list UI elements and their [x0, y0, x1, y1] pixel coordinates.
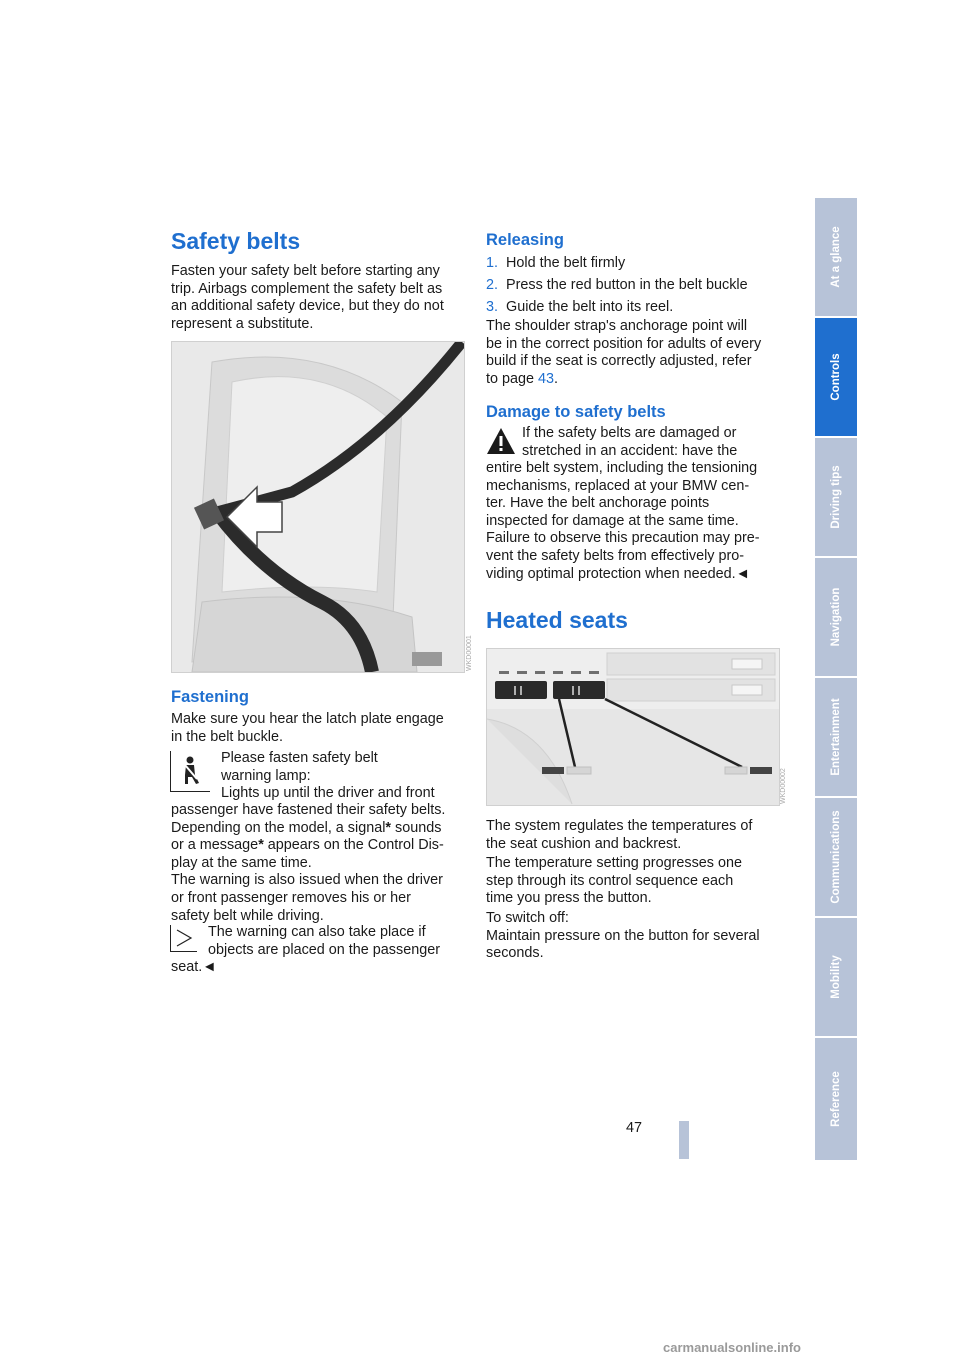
- fastening-line: in the belt buckle.: [171, 728, 283, 745]
- damage-line: entire belt system, including the tensioning: [486, 460, 758, 476]
- tab-navigation[interactable]: [815, 558, 857, 676]
- shoulder-line: The shoulder strap's anchorage point will: [486, 318, 748, 334]
- heading-fastening: Fastening: [171, 688, 249, 706]
- seatbelt-warning-lamp-icon: [170, 751, 210, 792]
- tab-driving-tips[interactable]: [815, 438, 857, 556]
- step-text: Press the red button in the belt buckle: [506, 277, 748, 293]
- text-fragment: or a message: [171, 837, 259, 854]
- lamp-line: Please fasten safety belt: [221, 750, 378, 766]
- seat-illustration-icon: [172, 342, 464, 672]
- heated-paragraph-3: [486, 910, 760, 963]
- text-fragment: seat.: [171, 959, 203, 975]
- list-item: [486, 274, 748, 296]
- warning-triangle-icon: [486, 426, 516, 456]
- lamp-line: play at the same time.: [171, 854, 312, 871]
- text-fragment: sounds: [391, 819, 442, 836]
- text-fragment: .: [554, 370, 559, 387]
- shoulder-line: be in the correct position for adults of every: [486, 335, 762, 352]
- note-paragraph: [208, 924, 440, 959]
- lamp-continuation: [171, 802, 445, 925]
- note-icon: [170, 925, 197, 952]
- lamp-line: Lights up until the driver and front: [221, 785, 435, 802]
- option-star: *: [385, 819, 392, 836]
- end-mark: ◄: [735, 565, 750, 582]
- step-number: 3.: [486, 299, 499, 315]
- section-title-heated-seats: Heated seats: [486, 607, 628, 633]
- note-end-line: [171, 959, 216, 977]
- list-item: [486, 296, 748, 318]
- damage-line: Failure to observe this precaution may pre-: [486, 530, 760, 547]
- end-mark: ◄: [202, 959, 217, 975]
- seatbelt-person-icon: [171, 751, 210, 791]
- intro-line: represent a substitute.: [171, 315, 314, 332]
- damage-line: vent the safety belts from effectively pro-: [486, 547, 745, 564]
- lamp-line: [171, 820, 445, 838]
- lamp-line: safety belt while driving.: [171, 907, 324, 924]
- text-fragment: appears on the Control Dis-: [263, 837, 444, 854]
- text-fragment: to page: [486, 370, 539, 387]
- section-title-safety-belts: Safety belts: [171, 228, 301, 254]
- list-item: [486, 252, 748, 274]
- page-marker: [679, 1121, 689, 1159]
- page-link[interactable]: 43: [538, 370, 555, 387]
- damage-line: If the safety belts are damaged or: [522, 425, 737, 441]
- tab-label: Driving tips: [830, 465, 842, 529]
- damage-paragraph: [486, 460, 760, 583]
- text-fragment: Depending on the model, a signal: [171, 819, 386, 836]
- seat-belt-illustration: [171, 341, 465, 673]
- heated-line: The system regulates the temperatures of: [486, 818, 753, 834]
- intro-line: trip. Airbags complement the safety belt as: [171, 280, 443, 297]
- lamp-line: or front passenger removes his or her: [171, 889, 411, 906]
- step-text: Guide the belt into its reel.: [506, 299, 674, 315]
- warning-icon: [486, 426, 516, 456]
- step-number: 1.: [486, 255, 499, 271]
- lamp-line: [171, 837, 445, 855]
- tab-label: Reference: [830, 1071, 842, 1127]
- console-illustration-icon: [487, 649, 779, 805]
- heated-line: step through its control sequence each: [486, 872, 734, 889]
- shoulder-line: build if the seat is correctly adjusted, refer: [486, 353, 752, 370]
- lamp-paragraph: [221, 750, 435, 803]
- heated-line: To switch off:: [486, 910, 569, 926]
- tab-label: Communications: [830, 810, 842, 904]
- page-number: 47: [626, 1120, 643, 1136]
- note-triangle-icon: [171, 925, 197, 951]
- tab-entertainment[interactable]: [815, 678, 857, 796]
- tab-at-a-glance[interactable]: [815, 198, 857, 316]
- note-line: The warning can also take place if: [208, 924, 426, 940]
- heated-line: the seat cushion and backrest.: [486, 835, 682, 852]
- intro-paragraph: [171, 263, 444, 333]
- fastening-paragraph: [171, 711, 444, 746]
- fastening-line: Make sure you hear the latch plate engage: [171, 711, 444, 727]
- lamp-line: The warning is also issued when the driver: [171, 872, 443, 889]
- damage-line: [486, 566, 760, 584]
- text-fragment: viding optimal protection when needed.: [486, 565, 736, 582]
- note-line: objects are placed on the passenger: [208, 941, 441, 958]
- tab-label: At a glance: [830, 226, 842, 288]
- releasing-steps: [486, 252, 748, 318]
- step-number: 2.: [486, 277, 499, 293]
- shoulder-paragraph: [486, 318, 761, 388]
- lamp-line: warning lamp:: [221, 767, 311, 784]
- tab-label: Controls: [830, 353, 842, 401]
- damage-line: ter. Have the belt anchorage points: [486, 495, 710, 512]
- heated-line: The temperature setting progresses one: [486, 855, 742, 871]
- image-reference: WKD00001: [466, 635, 473, 671]
- tab-label: Entertainment: [830, 698, 842, 776]
- chapter-sidebar: [815, 198, 857, 1160]
- tab-label: Navigation: [830, 587, 842, 647]
- heated-seats-illustration: [486, 648, 780, 806]
- heading-releasing: Releasing: [486, 231, 564, 249]
- tab-reference[interactable]: [815, 1038, 857, 1160]
- heated-paragraph-2: [486, 855, 742, 908]
- shoulder-line: [486, 371, 761, 389]
- heated-line: time you press the button.: [486, 890, 652, 907]
- damage-line: stretched in an accident: have the: [522, 442, 738, 459]
- image-reference: WKD00002: [780, 768, 787, 804]
- heated-line: Maintain pressure on the button for several: [486, 927, 760, 944]
- intro-line: an additional safety device, but they do not: [171, 298, 444, 315]
- tab-controls[interactable]: [815, 318, 857, 436]
- heated-line: seconds.: [486, 945, 544, 962]
- tab-mobility[interactable]: [815, 918, 857, 1036]
- tab-label: Mobility: [830, 955, 842, 999]
- damage-first-lines: [522, 425, 737, 460]
- damage-line: mechanisms, replaced at your BMW cen-: [486, 477, 750, 494]
- heated-paragraph-1: [486, 818, 752, 853]
- option-star: *: [258, 837, 264, 854]
- step-text: Hold the belt firmly: [506, 255, 626, 271]
- footer-watermark: carmanualsonline.info: [663, 1340, 801, 1355]
- heading-damage: Damage to safety belts: [486, 403, 666, 421]
- lamp-line: passenger have fastened their safety belts.: [171, 802, 446, 818]
- intro-line: Fasten your safety belt before starting any: [171, 263, 440, 279]
- tab-communications[interactable]: [815, 798, 857, 916]
- damage-line: inspected for damage at the same time.: [486, 512, 739, 529]
